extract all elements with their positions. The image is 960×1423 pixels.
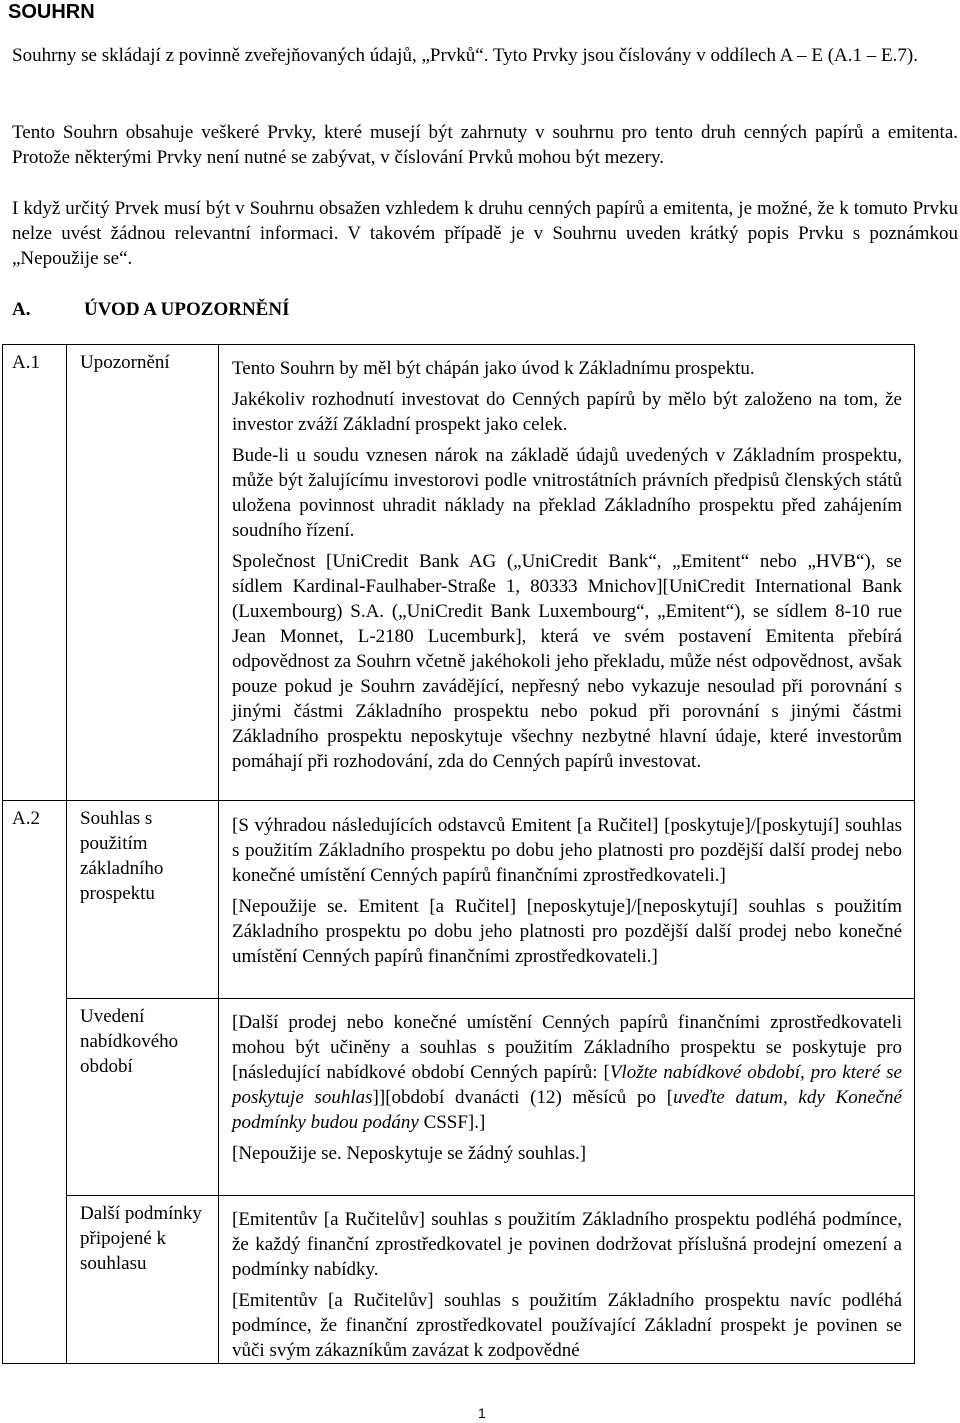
- a1-paragraph-4: Společnost [UniCredit Bank AG („UniCredit Bank“, „Emitent“ nebo „HVB“), se sídlem Kardinal-Faulhaber-Straße 1, 80333 Mnichov][UniCredit International Bank (Luxembourg) S.A. („UniCredit Bank Luxembourg“, „Emitent“), se sídlem 8-10 rue Jean Monnet, L-2180 Lucemburk], která ve svém postavení Emitenta přebírá odpovědnost za Souhrn včetně jakéhokoli jeho překladu, může nést odpovědnost, avšak pouze pokud je Souhrn zavádějící, nepřesný nebo vykazuje nesoulad při porovnání s jinými částmi Základního prospektu nebo pokud při porovnání s jinými částmi Základního prospektu neposkytuje všechny nezbytné hlavní údaje, které investorům pomáhají při rozhodování, zda do Cenných papírů investovat.: [232, 551, 902, 772]
- text-run-italic: uveďte datum, kdy Konečné podmínky budou podány: [232, 1087, 902, 1133]
- a1-paragraph-1: Tento Souhrn by měl být chápán jako úvod k Základnímu prospektu.: [232, 358, 755, 379]
- row-label: Souhlas s použitím základního prospektu: [80, 808, 164, 904]
- table-divider: [66, 1195, 915, 1196]
- page-title: SOUHRN: [8, 1, 95, 23]
- row-content: [232, 356, 902, 780]
- text-run: ]][období dvanácti (12) měsíců po [: [372, 1087, 674, 1108]
- row-number: A.1: [12, 352, 40, 373]
- text-run-italic: Vložte nabídkové období, pro které se poskytuje souhlas: [232, 1062, 902, 1108]
- page-number: 1: [478, 1405, 486, 1421]
- table-divider: [2, 800, 915, 801]
- intro-paragraph-1: Souhrny se skládají z povinně zveřejňovaných údajů, „Prvků“. Tyto Prvky jsou číslovány v oddílech A – E (A.1 – E.7).: [12, 45, 918, 66]
- section-title: ÚVOD A UPOZORNĚNÍ: [84, 299, 290, 320]
- text-run: CSSF].]: [418, 1112, 486, 1133]
- row-content: [232, 1207, 902, 1369]
- row-number: A.2: [12, 808, 40, 829]
- table-divider: [66, 998, 915, 999]
- a2-offer-period-paragraph-1: [232, 1010, 902, 1135]
- row-label: Upozornění: [80, 352, 170, 373]
- text-run: [Další prodej nebo konečné umístění Cenných papírů finančními zprostředkovateli mohou být učiněny a souhlas s použitím Základního prospektu se poskytuje pro [následující nabídkové období Cenných papírů: [: [232, 1012, 902, 1083]
- a2-conditions-paragraph-2: [Emitentův [a Ručitelův] souhlas s použitím Základního prospektu navíc podléhá podmínce, že finanční zprostředkovatel používající Základní prospekt je povinen se vůči svým zákazníkům zavázat k zodpovědné: [232, 1290, 902, 1361]
- intro-paragraph-2: Tento Souhrn obsahuje veškeré Prvky, které musejí být zahrnuty v souhrnu pro tento druh cenných papírů a emitenta. Protože některými Prvky není nutné se zabývat, v číslování Prvků mohou být mezery.: [12, 122, 958, 168]
- a2-consent-paragraph-1: [S výhradou následujících odstavců Emitent [a Ručitel] [poskytuje]/[poskytují] souhlas s použitím Základního prospektu po dobu jeho platnosti pro pozdější další prodej nebo konečné umístění Cenných papírů finančními zprostředkovateli.]: [232, 815, 902, 886]
- table-divider: [218, 344, 219, 1364]
- intro-paragraph-3: I když určitý Prvek musí být v Souhrnu obsažen vzhledem k druhu cenných papírů a emitenta, je možné, že k tomuto Prvku nelze uvést žádnou relevantní informaci. V takovém případě je v Souhrnu uveden krátký popis Prvku s poznámkou „Nepoužije se“.: [12, 198, 958, 269]
- a2-consent-paragraph-2: [Nepoužije se. Emitent [a Ručitel] [neposkytuje]/[neposkytují] souhlas s použitím Základního prospektu po dobu jeho platnosti pro pozdější další prodej nebo konečné umístění Cenných papírů finančními zprostředkovateli.]: [232, 896, 902, 967]
- table-divider: [66, 344, 67, 1364]
- row-label: Uvedení nabídkového období: [80, 1006, 179, 1077]
- a2-offer-period-paragraph-2: [Nepoužije se. Neposkytuje se žádný souhlas.]: [232, 1143, 587, 1164]
- row-label: Další podmínky připojené k souhlasu: [80, 1203, 202, 1274]
- a1-paragraph-3: Bude-li u soudu vznesen nárok na základě údajů uvedených v Základním prospektu, může být žalujícímu investorovi podle vnitrostátních právních předpisů členských států uložena povinnost uhradit náklady na překlad Základního prospektu před zahájením soudního řízení.: [232, 445, 902, 541]
- a2-conditions-paragraph-1: [Emitentův [a Ručitelův] souhlas s použitím Základního prospektu podléhá podmínce, že každý finanční zprostředkovatel je povinen dodržovat příslušná prodejní omezení a podmínky nabídky.: [232, 1209, 902, 1280]
- row-content: [232, 1010, 902, 1172]
- a1-paragraph-2: Jakékoliv rozhodnutí investovat do Cenných papírů by mělo být založeno na tom, že investor zváží Základní prospekt jako celek.: [232, 389, 902, 435]
- row-content: [232, 813, 902, 975]
- section-number: A.: [12, 299, 31, 320]
